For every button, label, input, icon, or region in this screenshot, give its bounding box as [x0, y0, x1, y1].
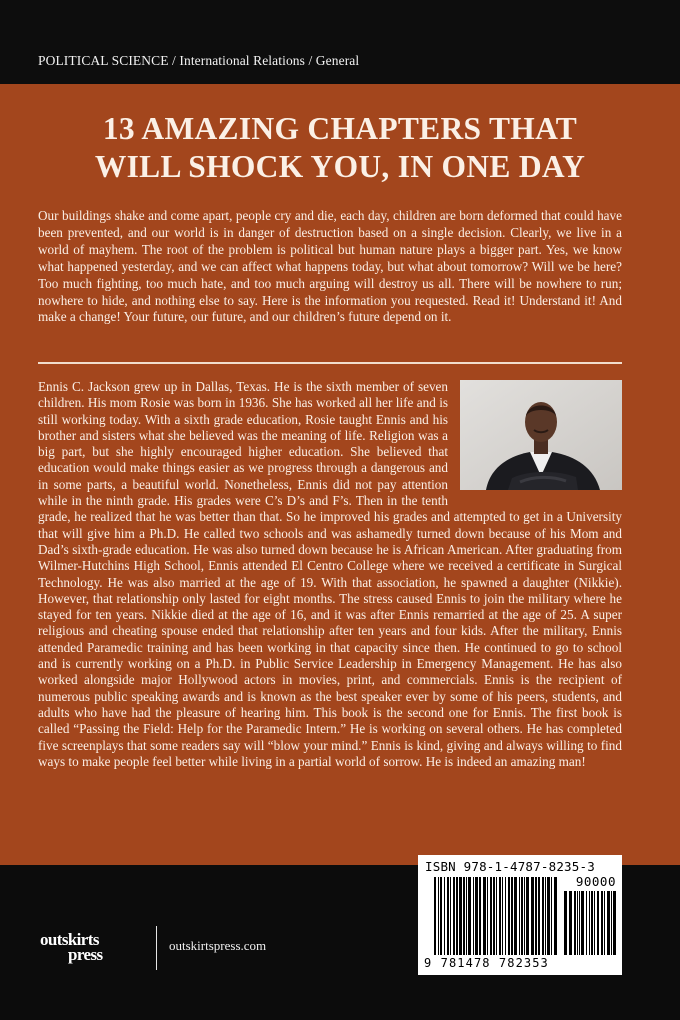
- barcode-addon-bar: [613, 891, 616, 955]
- barcode-addon-bar: [589, 891, 590, 955]
- barcode-bar: [538, 877, 540, 955]
- headline: [40, 110, 640, 186]
- barcode-addon-bar: [597, 891, 599, 955]
- barcode-bar: [547, 877, 550, 955]
- author-photo: [460, 380, 622, 490]
- barcode-addon-bar: [586, 891, 587, 955]
- barcode-bar: [434, 877, 436, 955]
- barcode-bar: [487, 877, 488, 955]
- barcode-bar: [450, 877, 451, 955]
- barcode-addon-bar: [577, 891, 578, 955]
- barcode-bar: [526, 877, 529, 955]
- barcode-addon-bar: [564, 891, 567, 955]
- barcode-bar: [535, 877, 537, 955]
- barcode-bar: [521, 877, 523, 955]
- category-label: POLITICAL SCIENCE / International Relations / General: [38, 53, 360, 68]
- headline-line-2: WILL SHOCK YOU, IN ONE DAY: [94, 149, 586, 184]
- ean-digits: 9 781478 782353: [424, 956, 549, 970]
- barcode-bar: [490, 877, 492, 955]
- barcode-addon-bar: [574, 891, 576, 955]
- barcode-bar: [542, 877, 544, 955]
- barcode-addon-bar: [611, 891, 612, 955]
- barcode-bar: [551, 877, 552, 955]
- barcode-bar: [519, 877, 520, 955]
- barcode-bar: [496, 877, 497, 955]
- barcode-bar: [502, 877, 503, 955]
- barcode-bar: [508, 877, 510, 955]
- barcode-bar: [554, 877, 557, 955]
- top-bar: [0, 0, 680, 84]
- barcode-bar: [456, 877, 458, 955]
- barcode-bar: [531, 877, 534, 955]
- isbn-number: ISBN 978-1-4787-8235-3: [425, 859, 595, 874]
- author-bio-text: Ennis C. Jackson grew up in Dallas, Texas. He is the sixth member of seven children. His mom Rosie was born in 1936. She has worked all her life and is still working today. With a sixth grade education, Rosie taught Ennis and his brother and sisters what she believed was the meaning of life. Religion was a big part, but she highly encouraged higher education. She believed that education would make things easier as we progress through a dangerous and in some parts, a beautiful world. Nonetheless, Ennis did not pay attention while in the ninth grade. His grades were C’s D’s and F’s. Then in the tenth grade, he realized that he was better than that. So he improved his grades and attempted to get in a University that will give him a Ph.D. He called two schools and was ashamedly turned down because of his Mom and Dad’s sixth-grade education. He was also turned down because he is African American. After graduating from Wilmer-Hutchins High School, Ennis attended El Centro College where we received a certificate in Surgical Technology. He was also married at the age of 19. With that association, he spawned a daughter (Nikkie). However, that relationship only lasted for eight months. The stress caused Ennis to join the military where he stayed for ten years. Nikkie died at the age of 16, and it was after Ennis remarried at the age of 25. A super religious and cheating spouse ended that relationship after ten years and four kids. After the military, Ennis attended Paramedic training and has been working in that capacity since then. He continued to go to school and is currently working on a Ph.D. in Public Service Leadership in Emergency Management. He has also worked alongside major Hollywood actors in movies, print, and commercials. Ennis is the recipient of numerous public speaking awards and is known as the best speaker ever by some of his peers, students, and adults who have had the pleasure of hearing him. This book is the second one for Ennis. The first book is called “Passing the Field: Help for the Paramedic Intern.” He is working on several others. He has completed five screenplays that some readers say will “blow your mind.” Ennis is kind, giving and always willing to find ways to make people feel better while living in a partial world of sorrow. He is indeed an amazing man!: [38, 379, 622, 769]
- barcode-bar: [483, 877, 486, 955]
- barcode-addon-bar: [581, 891, 584, 955]
- barcode-bar: [514, 877, 517, 955]
- barcode-bar: [438, 877, 439, 955]
- logo-word-bottom: press: [68, 945, 103, 964]
- barcode-bar: [468, 877, 471, 955]
- barcode-bar: [459, 877, 462, 955]
- barcode-addon-bar: [591, 891, 593, 955]
- publisher-url: outskirtspress.com: [169, 938, 267, 953]
- barcode-bar: [475, 877, 478, 955]
- barcode-bar: [466, 877, 467, 955]
- barcode-addon-bar: [594, 891, 595, 955]
- barcode-addon-bar: [569, 891, 572, 955]
- barcode-bar: [463, 877, 465, 955]
- barcode-addon-bar: [579, 891, 580, 955]
- barcode-bar: [545, 877, 546, 955]
- barcode-addon-bar: [607, 891, 610, 955]
- barcode-addon-bar: [604, 891, 605, 955]
- barcode-bar: [444, 877, 445, 955]
- barcode-bar: [440, 877, 442, 955]
- author-bio-section: [38, 379, 622, 770]
- logo-word-top: outskirts: [40, 930, 99, 949]
- logo-divider: [156, 926, 157, 970]
- headline-line-1: 13 AMAZING CHAPTERS THAT: [102, 111, 578, 146]
- publisher-logo: [40, 930, 146, 964]
- barcode-addon-bar: [601, 891, 603, 955]
- barcode-bar: [524, 877, 525, 955]
- barcode-bar: [505, 877, 506, 955]
- book-blurb: Our buildings shake and come apart, people cry and die, each day, children are born deformed that could have been prevented, and our world is in danger of destruction based on a single decision. Clearly, we live in a world of mayhem. The root of the problem is political but human nature plays a bigger part. Yes, we know what happened yesterday, and we can affect what happens today, but what about tomorrow? Will we be here? Too much fighting, too much hate, and too much arguing will destroy us all. There will be nowhere to run; nowhere to hide, and nothing else to say. Here is the information you requested. Read it! Understand it! And make a change! Your future, our future, and our children’s future depend on it.: [38, 208, 622, 325]
- isbn-barcode: [418, 855, 622, 975]
- barcode-bar: [493, 877, 495, 955]
- barcode-bar: [453, 877, 455, 955]
- barcode-bar: [473, 877, 474, 955]
- back-cover-panel: [0, 84, 680, 865]
- barcode-bar: [499, 877, 501, 955]
- barcode-bar: [479, 877, 481, 955]
- price-code: 90000: [575, 874, 616, 889]
- section-divider: [38, 362, 622, 364]
- barcode-bar: [447, 877, 449, 955]
- barcode-bar: [511, 877, 513, 955]
